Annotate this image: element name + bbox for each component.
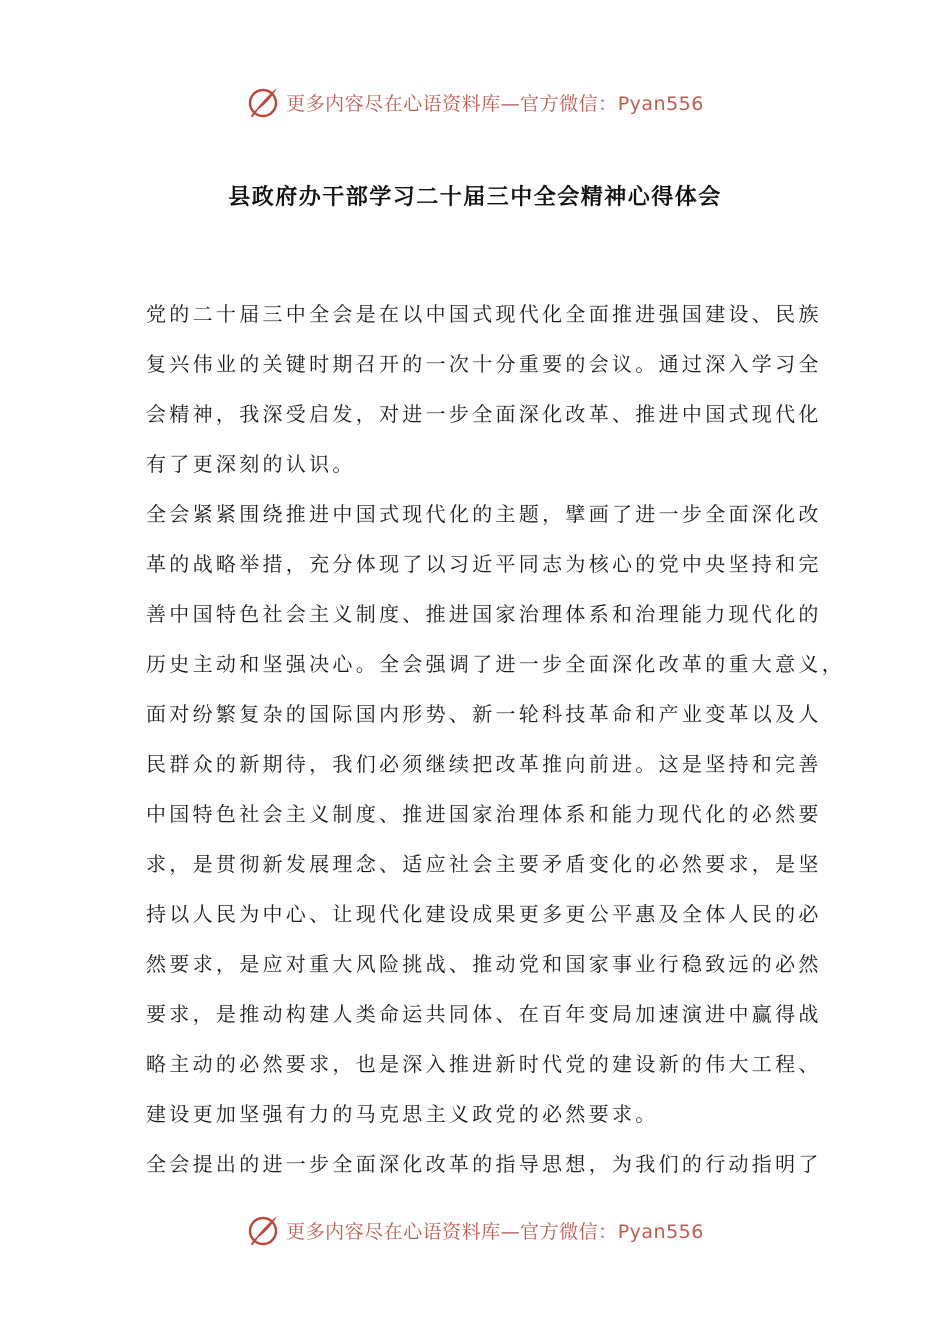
body-line: 建设更加坚强有力的马克思主义政党的必然要求。	[146, 1102, 659, 1126]
body-line: 要求，是推动构建人类命运共同体、在百年变局加速演进中赢得战	[146, 1002, 822, 1026]
body-line: 党的二十届三中全会是在以中国式现代化全面推进强国建设、民族	[146, 302, 822, 326]
quill-pen-logo-icon	[246, 1213, 280, 1247]
body-line: 略主动的必然要求，也是深入推进新时代党的建设新的伟大工程、	[146, 1052, 822, 1076]
body-line: 历史主动和坚强决心。全会强调了进一步全面深化改革的重大意义，	[146, 652, 845, 676]
body-line: 全会紧紧围绕推进中国式现代化的主题，擘画了进一步全面深化改	[146, 502, 822, 526]
body-line: 革的战略举措，充分体现了以习近平同志为核心的党中央坚持和完	[146, 552, 822, 576]
wechat-id: Pyan556	[617, 1220, 704, 1243]
wechat-label: 官方微信：	[520, 92, 618, 115]
body-line: 全会提出的进一步全面深化改革的指导思想，为我们的行动指明了	[146, 1152, 822, 1176]
quill-pen-logo-icon	[246, 85, 280, 119]
footer-banner	[0, 1210, 950, 1250]
body-line: 有了更深刻的认识。	[146, 452, 356, 476]
body-line: 复兴伟业的关键时期召开的一次十分重要的会议。通过深入学习全	[146, 352, 822, 376]
site-name-text: 更多内容尽在心语资料库	[286, 1220, 501, 1243]
banner-dash: —	[500, 1220, 521, 1243]
body-line: 中国特色社会主义制度、推进国家治理体系和能力现代化的必然要	[146, 802, 822, 826]
header-banner	[0, 82, 950, 122]
document-title: 县政府办干部学习二十届三中全会精神心得体会	[228, 185, 722, 210]
body-line: 会精神，我深受启发，对进一步全面深化改革、推进中国式现代化	[146, 402, 822, 426]
document-body	[146, 294, 845, 1194]
body-line: 求，是贯彻新发展理念、适应社会主要矛盾变化的必然要求，是坚	[146, 852, 822, 876]
body-line: 面对纷繁复杂的国际国内形势、新一轮科技革命和产业变革以及人	[146, 702, 822, 726]
body-line: 持以人民为中心、让现代化建设成果更多更公平惠及全体人民的必	[146, 902, 822, 926]
banner-dash: —	[500, 92, 521, 115]
site-name-text: 更多内容尽在心语资料库	[286, 92, 501, 115]
wechat-label: 官方微信：	[520, 1220, 618, 1243]
body-line: 民群众的新期待，我们必须继续把改革推向前进。这是坚持和完善	[146, 752, 822, 776]
wechat-id: Pyan556	[617, 92, 704, 115]
body-line: 然要求，是应对重大风险挑战、推动党和国家事业行稳致远的必然	[146, 952, 822, 976]
body-line: 善中国特色社会主义制度、推进国家治理体系和治理能力现代化的	[146, 602, 822, 626]
